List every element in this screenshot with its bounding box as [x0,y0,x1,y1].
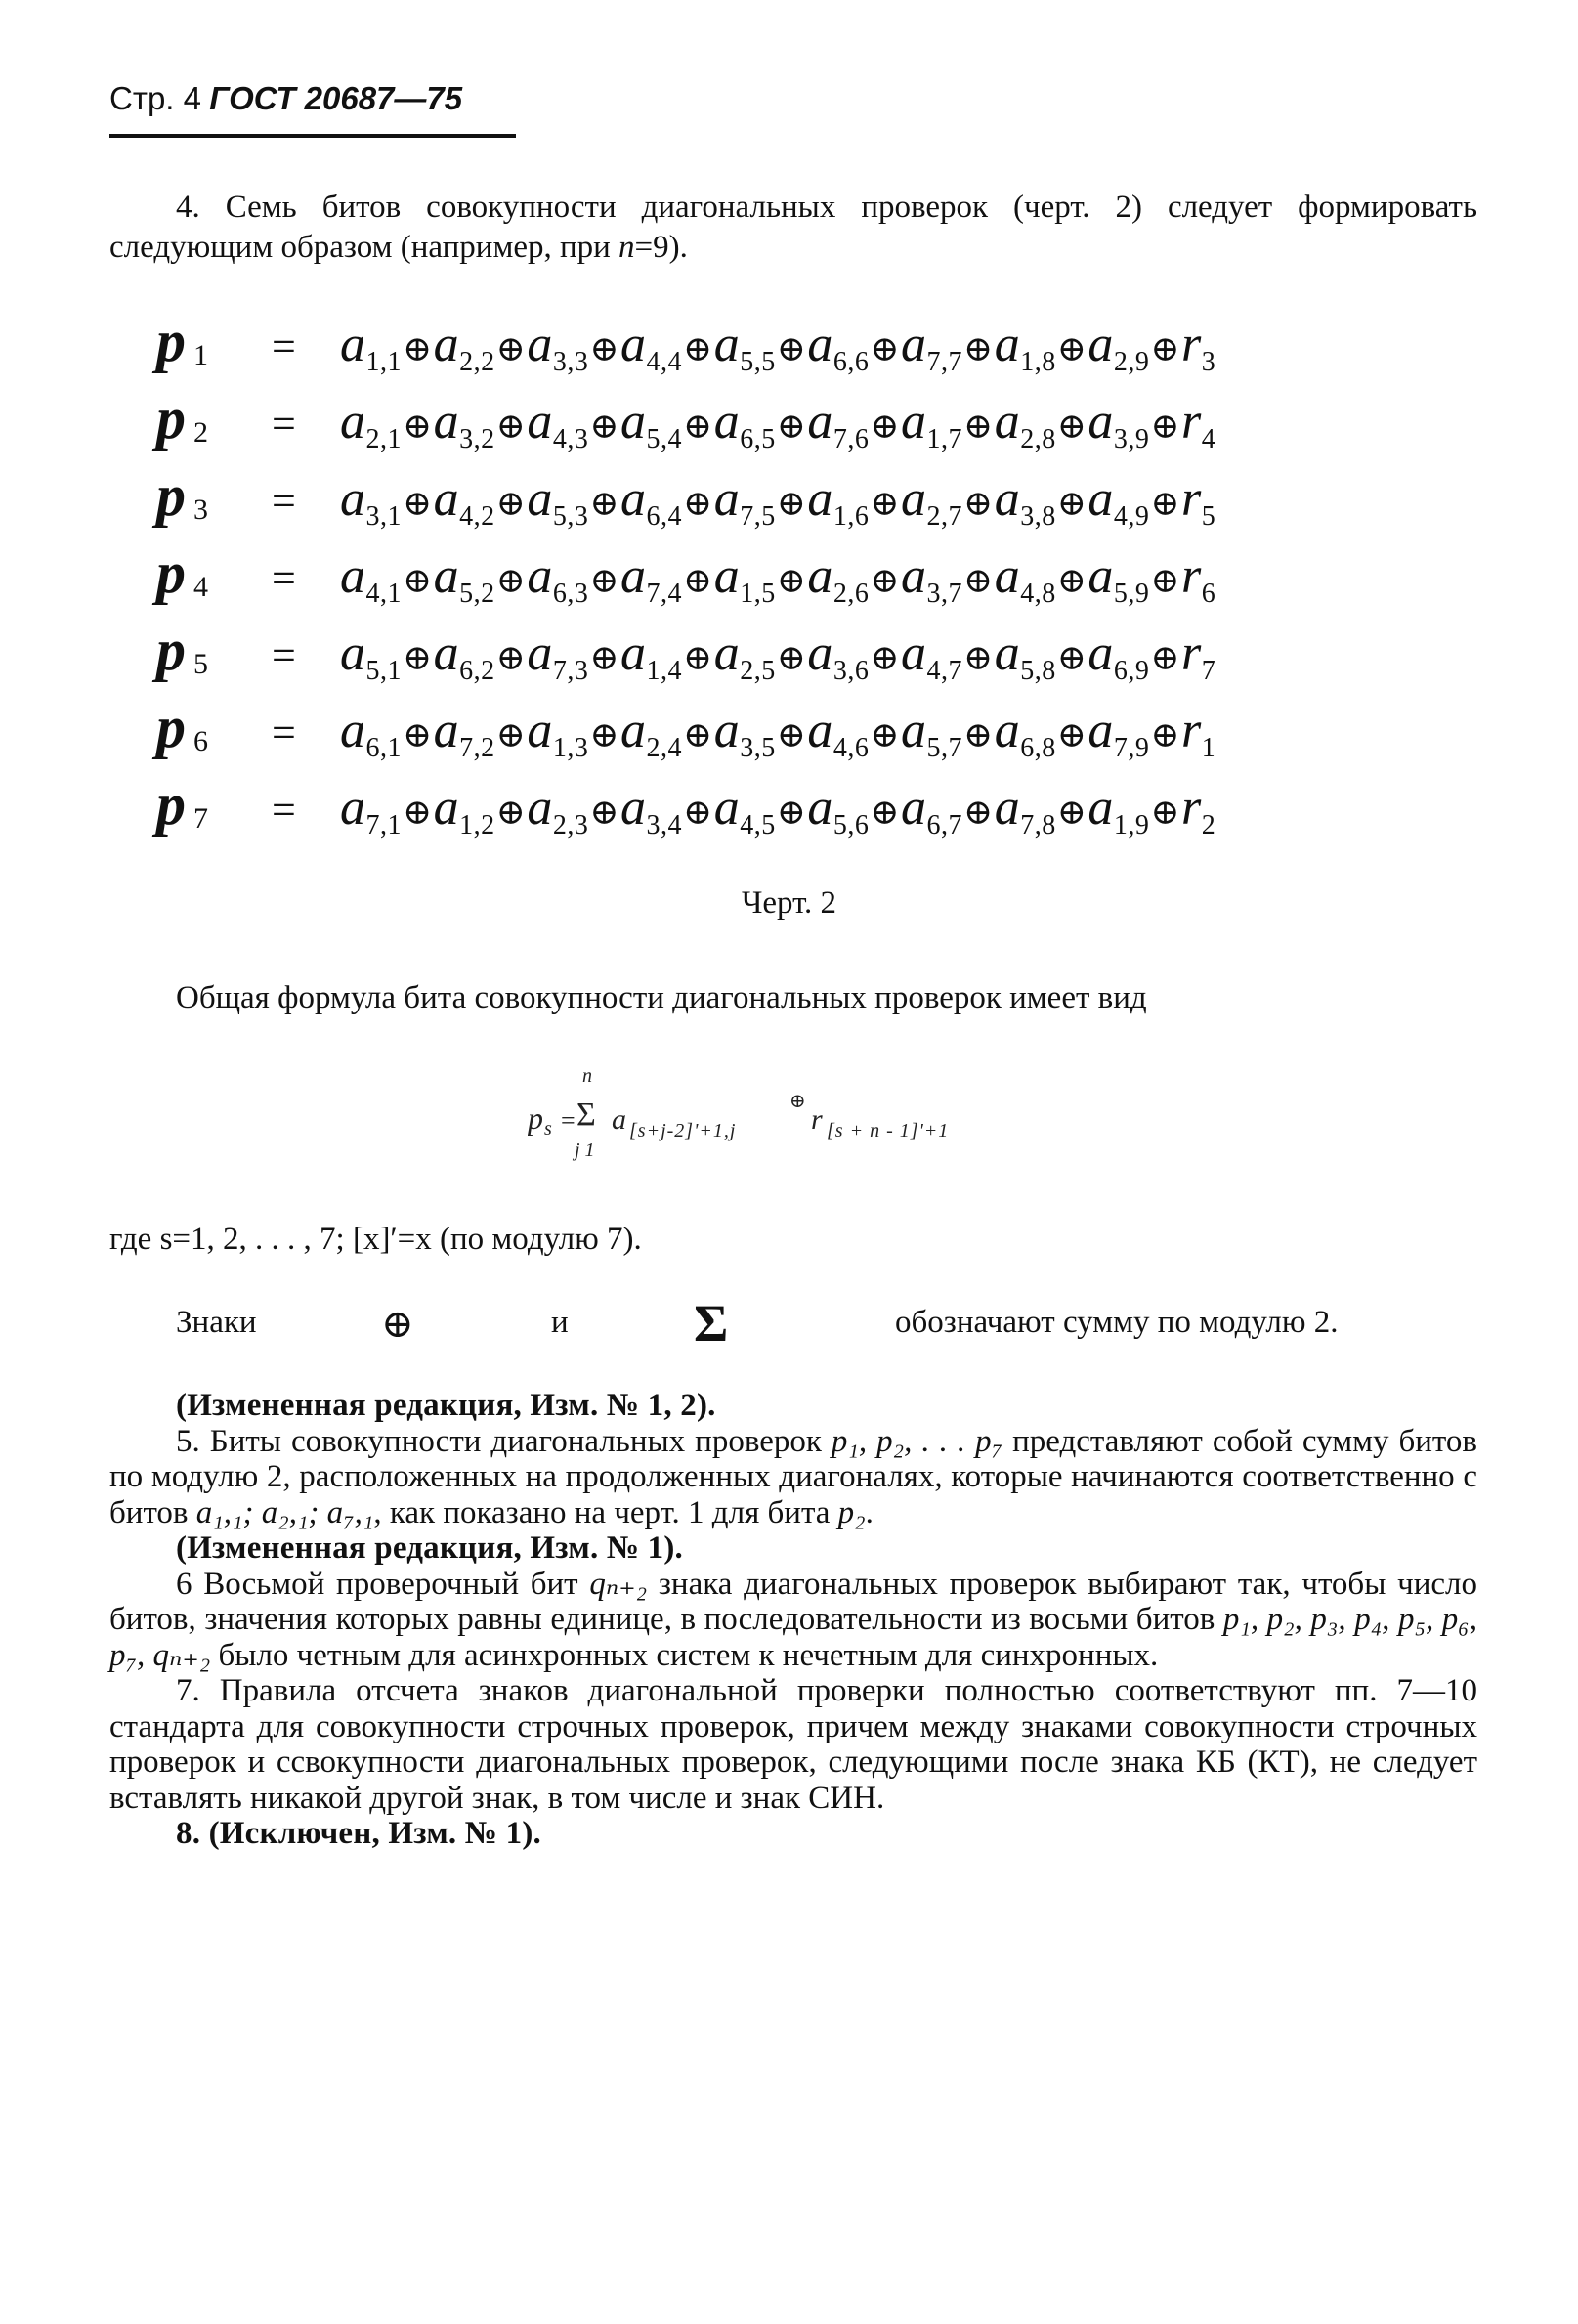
term-index: 3,8 [1020,501,1056,532]
figure-caption: Черт. 2 [741,885,837,921]
term-index: 5,6 [832,810,870,840]
term-index: 5,5 [740,347,776,377]
standard-number: ГОСТ 20687—75 [209,80,463,116]
term-index: 3,4 [646,810,683,840]
term-index: 1,8 [1020,347,1056,377]
term-index: 4,4 [646,347,683,377]
formula-row [156,462,1446,539]
formula-row [156,385,1446,462]
xor-operator: ⊕ [403,715,433,754]
term-index: 6,6 [832,347,870,377]
formula-row [156,771,1446,848]
term-index: 1,9 [1113,810,1150,840]
xor-operator: ⊕ [1150,484,1181,523]
formula-row [156,308,1446,385]
xor-operator: ⊕ [1150,793,1181,832]
term-index: 7,6 [832,424,870,454]
xor-operator: ⊕ [870,793,901,832]
term-index: 4,1 [365,579,402,609]
formula-lhs-index: 5 [193,648,208,680]
xor-operator: ⊕ [963,329,994,368]
formula-lhs: p $_7$ [156,772,208,837]
xor-operator: ⊕ [1056,638,1088,677]
xor-operator: ⊕ [776,793,807,832]
paragraph-4-tail: =9). [634,230,688,265]
general-formula-r: r [811,1103,823,1136]
formula-lhs: p $_5$ [156,618,208,682]
term-index: 7,3 [552,656,589,686]
xor-operator: ⊕ [1056,793,1088,832]
term-index: 4,9 [1113,501,1150,532]
xor-operator: ⊕ [495,484,527,523]
general-formula-intro: Общая формула бита совокупности диагональных проверок имеет вид [176,980,1147,1015]
xor-operator: ⊕ [870,329,901,368]
xor-operator: ⊕ [776,407,807,446]
xor-operator: ⊕ [776,484,807,523]
page-number: Стр. 4 [109,80,201,116]
p5-part: . [865,1494,874,1530]
xor-operator: ⊕ [683,638,713,677]
formula-lhs-index: 7 [193,802,208,835]
term-index: 2,7 [926,501,963,532]
formula-lhs: p $_3$ [156,463,208,528]
term-index: 1,1 [365,347,402,377]
paragraph-4-text: 4. Семь битов совокупности диагональных проверок (черт. 2) следует формировать следующим образом (например, при [109,190,1477,265]
term-index: 3,1 [365,501,402,532]
xor-operator: ⊕ [870,638,901,677]
row-check-index: 4 [1201,424,1216,454]
sum-symbol: Σ [694,1294,729,1353]
formula-rhs: $a_{3,1}\oplus a_{4,2}\oplus a_{5,3}\oplus a_{6,4}\oplus a_{7,5}\oplus a_{1,6}\oplus a_{2,7}\oplus a_{3,8}\oplus a_{4,9}\oplus r_5$ [340,471,1216,532]
xor-operator: ⊕ [963,638,994,677]
formula-rhs: $a_{4,1}\oplus a_{5,2}\oplus a_{6,3}\oplus a_{7,4}\oplus a_{1,5}\oplus a_{2,6}\oplus a_{3,7}\oplus a_{4,8}\oplus a_{5,9}\oplus r_6$ [340,548,1216,609]
term-index: 1,6 [832,501,870,532]
xor-operator: ⊕ [1150,407,1181,446]
xor-operator: ⊕ [403,638,433,677]
formula-lhs-index: 3 [193,494,208,526]
term-index: 1,3 [552,733,589,763]
term-index: 5,2 [459,579,495,609]
xor-operator: ⊕ [870,484,901,523]
xor-operator: ⊕ [495,715,527,754]
term-index: 2,4 [646,733,683,763]
general-formula-lhs-sub: s [544,1118,552,1140]
xor-operator: ⊕ [1150,561,1181,600]
term-index: 7,5 [740,501,776,532]
general-formula [528,1060,1075,1178]
signs-label: Знаки [176,1305,257,1340]
xor-operator: ⊕ [589,561,620,600]
xor-operator: ⊕ [1056,715,1088,754]
general-formula-sum-sign: Σ [576,1097,596,1133]
term-index: 4,3 [552,424,589,454]
xor-operator: ⊕ [870,715,901,754]
xor-operator: ⊕ [870,561,901,600]
xor-operator: ⊕ [495,638,527,677]
xor-operator: ⊕ [589,793,620,832]
xor-operator: ⊕ [683,407,713,446]
header-rule [109,134,516,138]
formula-lhs: p $_1$ [156,309,208,373]
general-formula-r-index: [s + n - 1]'+1 [827,1120,950,1141]
term-index: 7,2 [459,733,495,763]
term-index: 2,5 [740,656,776,686]
term-index: 5,8 [1020,656,1056,686]
diagonal-check-formulas [156,308,1446,848]
revision-note-1-2: (Измененная редакция, Изм. № 1, 2). [176,1388,716,1423]
xor-operator: ⊕ [1056,484,1088,523]
xor-operator: ⊕ [963,407,994,446]
xor-operator: ⊕ [683,715,713,754]
p6-part: знака диагональных проверок выбирают так, чтобы число битов, значения которых равны единице, в последовательности из восьми битов [109,1566,1478,1637]
term-index: 5,7 [926,733,963,763]
term-index: 5,1 [365,656,402,686]
general-formula-xor: ⊕ [789,1091,806,1112]
xor-operator: ⊕ [1056,407,1088,446]
xor-operator: ⊕ [1056,329,1088,368]
term-index: 4,5 [740,810,776,840]
paragraph-7: 7. Правила отсчета знаков диагональной проверки полностью соответствуют пп. 7—10 стандарта для совокупности строчных проверок, причем между знаками совокупности строчных проверок и ссвокупности диагональных проверок, следующими после знака КБ (КТ), не следует вставлять никакой другой знак, в том числе и знак СИН. [109,1673,1477,1816]
paragraph-4 [109,188,1477,268]
row-check-index: 7 [1201,656,1216,686]
xor-operator: ⊕ [589,715,620,754]
row-check-index: 6 [1201,579,1216,609]
term-index: 2,3 [552,810,589,840]
xor-operator: ⊕ [1150,329,1181,368]
term-index: 3,7 [926,579,963,609]
formula-lhs-index: 4 [193,571,208,603]
term-index: 6,4 [646,501,683,532]
term-index: 4,2 [459,501,495,532]
formula-rhs: $a_{5,1}\oplus a_{6,2}\oplus a_{7,3}\oplus a_{1,4}\oplus a_{2,5}\oplus a_{3,6}\oplus a_{4,7}\oplus a_{5,8}\oplus a_{6,9}\oplus r_7$ [340,625,1216,686]
xor-operator: ⊕ [589,484,620,523]
term-index: 4,6 [832,733,870,763]
term-index: 2,6 [832,579,870,609]
term-index: 2,9 [1113,347,1150,377]
term-index: 6,9 [1113,656,1150,686]
p6-part: 6 Восьмой проверочный бит [176,1566,590,1602]
formula-equals: = [272,631,296,679]
formula-equals: = [272,554,296,602]
xor-operator: ⊕ [683,793,713,832]
signs-and: и [551,1305,569,1340]
xor-operator: ⊕ [683,561,713,600]
xor-operator: ⊕ [495,329,527,368]
xor-operator: ⊕ [683,484,713,523]
term-index: 3,3 [552,347,589,377]
term-index: 6,2 [459,656,495,686]
p6-check-bit: qₙ₊₂ [589,1566,648,1602]
formula-rhs: $a_{1,1}\oplus a_{2,2}\oplus a_{3,3}\oplus a_{4,4}\oplus a_{5,5}\oplus a_{6,6}\oplus a_{7,7}\oplus a_{1,8}\oplus a_{2,9}\oplus r_3$ [340,317,1216,377]
general-formula-a-index: [s+j-2]'+1,j [629,1120,737,1141]
formula-row [156,617,1446,694]
xor-symbol: ⊕ [381,1302,414,1346]
formula-equals: = [272,786,296,834]
term-index: 2,8 [1020,424,1056,454]
formula-equals: = [272,400,296,448]
paragraph-4-var: n [618,230,635,265]
xor-operator: ⊕ [1150,638,1181,677]
term-index: 7,9 [1113,733,1150,763]
paragraph-6 [109,1567,1477,1674]
formula-equals: = [272,709,296,756]
formula-lhs: p $_4$ [156,540,208,605]
xor-operator: ⊕ [495,561,527,600]
term-index: 2,1 [365,424,402,454]
general-formula-eq: = [561,1106,576,1135]
term-index: 5,3 [552,501,589,532]
term-index: 6,7 [926,810,963,840]
term-index: 1,2 [459,810,495,840]
p5-part: представляют собой сумму битов по модулю 2, расположенных на продолженных диагоналях, которые начинаются соответственно с битов [109,1423,1477,1530]
term-index: 7,1 [365,810,402,840]
term-index: 1,7 [926,424,963,454]
term-index: 4,7 [926,656,963,686]
row-check-index: 3 [1201,347,1216,377]
xor-operator: ⊕ [776,638,807,677]
xor-operator: ⊕ [963,484,994,523]
term-index: 7,4 [646,579,683,609]
row-check-index: 2 [1201,810,1216,840]
term-index: 6,5 [740,424,776,454]
revision-note-1: (Измененная редакция, Изм. № 1). [176,1530,684,1566]
formula-lhs-index: 2 [193,416,208,449]
formula-row [156,694,1446,771]
xor-operator: ⊕ [963,715,994,754]
xor-operator: ⊕ [403,407,433,446]
xor-operator: ⊕ [1150,715,1181,754]
p6-bit-list: p₁, p₂, p₃, p₄, p₅, p₆, p₇, qₙ₊₂ [109,1602,1477,1673]
term-index: 4,8 [1020,579,1056,609]
signs-line [176,1294,1446,1363]
term-index: 5,9 [1113,579,1150,609]
formula-rhs: $a_{6,1}\oplus a_{7,2}\oplus a_{1,3}\oplus a_{2,4}\oplus a_{3,5}\oplus a_{4,6}\oplus a_{5,7}\oplus a_{6,8}\oplus a_{7,9}\oplus r_1$ [340,703,1216,763]
general-formula-sum-top: n [582,1065,592,1087]
p5-bit-p2: p₂ [837,1494,866,1530]
xor-operator: ⊕ [589,407,620,446]
xor-operator: ⊕ [683,329,713,368]
p5-start-bits: a₁,₁; a₂,₁; a₇,₁ [195,1494,374,1530]
xor-operator: ⊕ [495,793,527,832]
xor-operator: ⊕ [963,561,994,600]
page-header [109,80,462,118]
xor-operator: ⊕ [776,329,807,368]
xor-operator: ⊕ [963,793,994,832]
general-formula-sum-bottom: j 1 [575,1140,595,1161]
xor-operator: ⊕ [589,329,620,368]
term-index: 3,5 [740,733,776,763]
p5-part: , как показано на черт. 1 для бита [373,1494,838,1530]
formula-row [156,539,1446,617]
formula-lhs: p $_6$ [156,695,208,759]
where-line: где s=1, 2, . . . , 7; [x]′=x (по модулю 7). [109,1222,642,1257]
paragraph-8: 8. (Исключен, Изм. № 1). [176,1816,541,1851]
formula-equals: = [272,323,296,370]
formula-lhs-index: 6 [193,725,208,757]
signs-text: обозначают сумму по модулю 2. [895,1305,1339,1340]
term-index: 5,4 [646,424,683,454]
general-formula-lhs: p [528,1100,543,1136]
formula-lhs: p $_2$ [156,386,208,451]
formula-rhs: $a_{7,1}\oplus a_{1,2}\oplus a_{2,3}\oplus a_{3,4}\oplus a_{4,5}\oplus a_{5,6}\oplus a_{6,7}\oplus a_{7,8}\oplus a_{1,9}\oplus r_2$ [340,780,1216,840]
paragraph-5 [109,1424,1477,1531]
row-check-index: 5 [1201,501,1216,532]
xor-operator: ⊕ [1056,561,1088,600]
xor-operator: ⊕ [495,407,527,446]
formula-rhs: $a_{2,1}\oplus a_{3,2}\oplus a_{4,3}\oplus a_{5,4}\oplus a_{6,5}\oplus a_{7,6}\oplus a_{1,7}\oplus a_{2,8}\oplus a_{3,9}\oplus r_4$ [340,394,1216,454]
xor-operator: ⊕ [870,407,901,446]
term-index: 6,3 [552,579,589,609]
p5-part: 5. Биты совокупности диагональных проверок [176,1423,832,1459]
xor-operator: ⊕ [776,561,807,600]
xor-operator: ⊕ [403,329,433,368]
xor-operator: ⊕ [403,561,433,600]
term-index: 2,2 [459,347,495,377]
p5-bits-list: p₁, p₂, . . . p₇ [831,1423,1003,1459]
term-index: 3,2 [459,424,495,454]
term-index: 3,9 [1113,424,1150,454]
p6-part: было четным для асинхронных систем к нечетным для синхронных. [210,1637,1159,1673]
xor-operator: ⊕ [589,638,620,677]
xor-operator: ⊕ [776,715,807,754]
xor-operator: ⊕ [403,793,433,832]
term-index: 1,5 [740,579,776,609]
xor-operator: ⊕ [403,484,433,523]
term-index: 1,4 [646,656,683,686]
row-check-index: 1 [1201,733,1216,763]
term-index: 6,8 [1020,733,1056,763]
formula-equals: = [272,477,296,525]
term-index: 7,8 [1020,810,1056,840]
body-text [109,1388,1477,1852]
term-index: 3,6 [832,656,870,686]
general-formula-a: a [612,1103,626,1136]
term-index: 6,1 [365,733,402,763]
formula-lhs-index: 1 [193,339,208,371]
term-index: 7,7 [926,347,963,377]
